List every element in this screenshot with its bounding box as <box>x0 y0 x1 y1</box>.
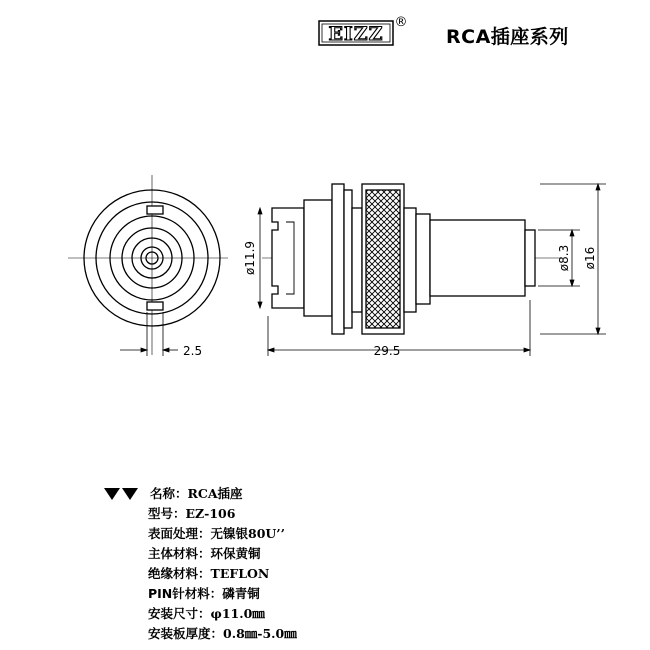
spec-value: 无镍银80U’’ <box>210 526 286 541</box>
header <box>0 0 650 60</box>
dim-tip-diameter: ø8.3 <box>557 244 571 272</box>
front-width-dimension <box>120 312 178 356</box>
spec-label: 型号： <box>148 506 186 521</box>
spec-label: PIN针材料： <box>148 586 223 601</box>
technical-drawing <box>0 150 650 365</box>
spec-label: 名称： <box>150 486 188 501</box>
spec-label: 主体材料： <box>148 546 211 561</box>
spec-value: EZ-106 <box>185 506 236 521</box>
spec-value: TEFLON <box>210 566 270 581</box>
spec-value: φ11.0㎜ <box>210 606 265 621</box>
spec-row-surface <box>148 524 297 544</box>
front-view <box>68 175 228 355</box>
spec-row-name <box>150 484 297 504</box>
spec-row-model <box>148 504 297 524</box>
dim-body-diameter: ø16 <box>583 246 597 270</box>
spec-value: RCA插座 <box>187 486 243 501</box>
spec-value: 磷青铜 <box>222 586 260 601</box>
registered-mark: ® <box>394 15 408 30</box>
series-title: RCA插座系列 <box>446 26 569 48</box>
spec-row-panel-thickness <box>148 624 297 644</box>
eizz-logo <box>318 12 410 46</box>
side-view <box>262 184 560 334</box>
spec-list <box>104 484 297 644</box>
spec-row-pin-material <box>148 584 297 604</box>
dim-width-small: 2.5 <box>183 344 203 358</box>
spec-row-body-material <box>148 544 297 564</box>
spec-row-mount-size <box>148 604 297 624</box>
dim-length: 29.5 <box>373 344 401 358</box>
spec-label: 绝缘材料： <box>148 566 211 581</box>
spec-row-insulation <box>148 564 297 584</box>
spec-label: 表面处理： <box>148 526 211 541</box>
spec-value: 环保黄铜 <box>210 546 261 561</box>
dim-panel-diameter: ø11.9 <box>243 240 257 276</box>
spec-label: 安装板厚度： <box>148 626 224 641</box>
logo-text: EIZZ <box>328 23 384 45</box>
spec-label: 安装尺寸： <box>148 606 211 621</box>
spec-value: 0.8㎜-5.0㎜ <box>223 626 297 641</box>
